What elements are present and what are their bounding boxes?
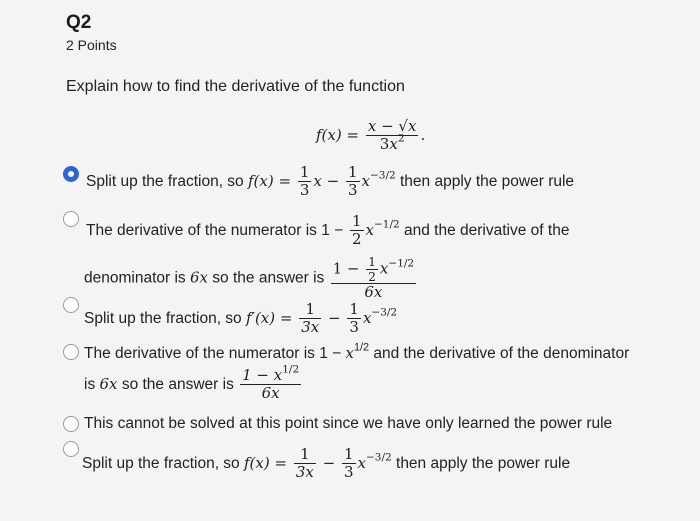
- radio-option-6[interactable]: [63, 441, 79, 457]
- radio-option-1[interactable]: [63, 166, 79, 182]
- radio-option-2[interactable]: [63, 211, 79, 227]
- question-prompt: Explain how to find the derivative of the function: [66, 78, 405, 95]
- formula-fraction: $\frac{x - √x}{3x^2}$: [367, 117, 417, 153]
- radio-option-4[interactable]: [63, 344, 79, 360]
- option-5-label[interactable]: This cannot be solved at this point since we have only learned the power rule: [84, 415, 613, 432]
- option-4-line1[interactable]: The derivative of the numerator is $1 - x^{1/2}$ and the derivative of the denominator: [84, 341, 630, 362]
- option-1-label[interactable]: Split up the fraction, so f(x) = $\frac{1}{3}$ x − $\frac{1}{3}$ $x^{-3/2}$ then apply the power rule: [86, 163, 575, 199]
- radio-option-3[interactable]: [63, 297, 79, 313]
- radio-option-5[interactable]: [63, 416, 79, 432]
- question-title: Q2: [66, 12, 92, 33]
- question-points: 2 Points: [66, 37, 117, 53]
- option-3-label[interactable]: Split up the fraction, so f′(x) = $\frac{1}{3x}$ − $\frac{1}{3}$ $x^{-3/2}$: [84, 300, 398, 336]
- option-6-label[interactable]: Split up the fraction, so f(x) = $\frac{1}{3x}$ − $\frac{1}{3}$ $x^{-3/2}$ then apply the power rule: [82, 445, 571, 481]
- option-4-line2[interactable]: is 6x so the answer is $\frac{1 - x^{1/2}}{6x}$: [84, 363, 300, 402]
- option-2-line2[interactable]: denominator is 6x so the answer is 1 − $\frac{1}{2}$ $x^{-1/2}$ 6x: [84, 255, 415, 302]
- function-formula: f(x) = $\frac{x - √x}{3x^2}$ .: [316, 117, 426, 153]
- option-2-line1[interactable]: The derivative of the numerator is 1 − $\frac{1}{2}$ $x^{-1/2}$ and the derivative of the: [86, 212, 570, 248]
